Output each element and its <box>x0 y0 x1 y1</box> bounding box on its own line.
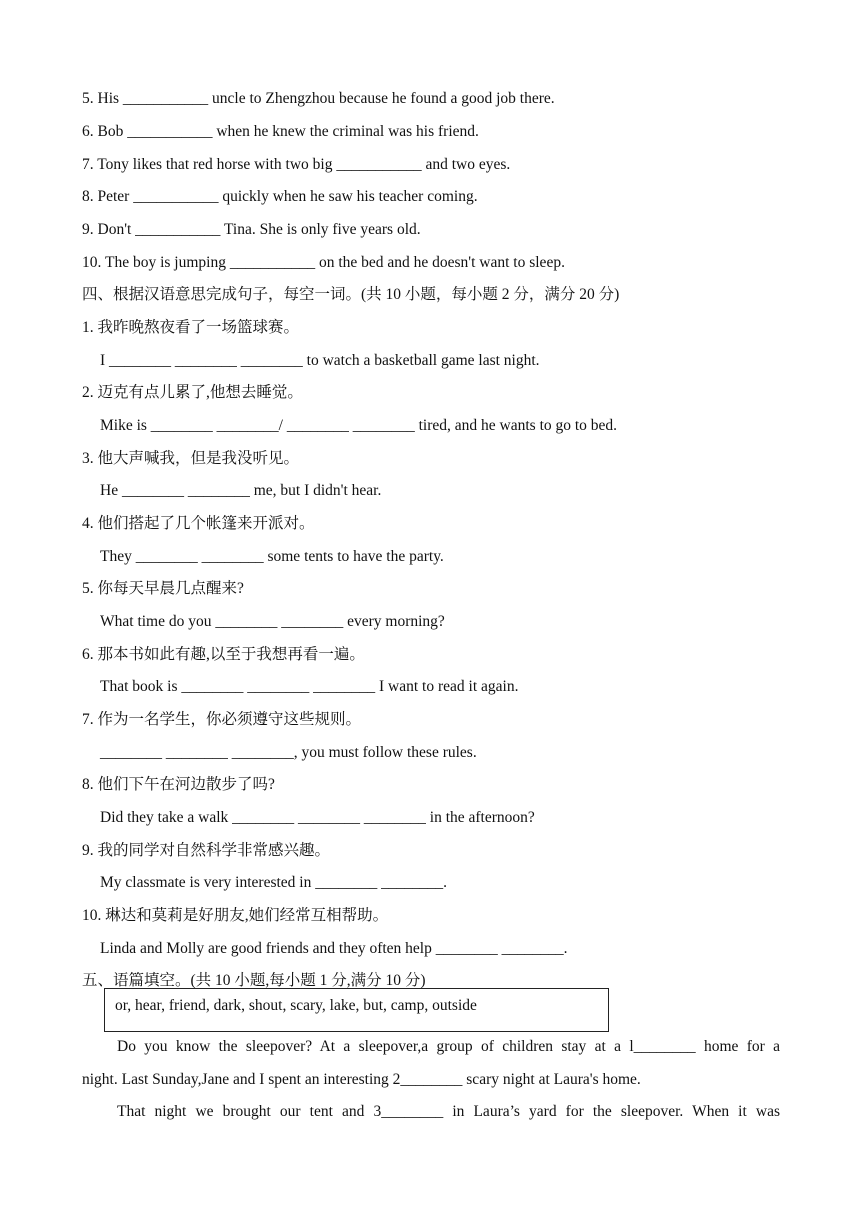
passage-paragraph-1-line-1: Do you know the sleepover? At a sleepover,a group of children stay at a l________ home for a <box>117 1038 780 1055</box>
section3-item-10: 10. The boy is jumping ___________ on the bed and he doesn't want to sleep. <box>82 254 565 271</box>
section4-item-3-cn: 3. 他大声喊我，但是我没听见。 <box>82 450 300 467</box>
section4-item-1-en: I ________ ________ ________ to watch a basketball game last night. <box>100 352 540 369</box>
word-bank-box <box>104 988 609 1032</box>
section4-item-9-cn: 9. 我的同学对自然科学非常感兴趣。 <box>82 842 331 859</box>
section4-item-5-en: What time do you ________ ________ every morning? <box>100 613 445 630</box>
section4-item-10-cn: 10. 琳达和莫莉是好朋友,她们经常互相帮助。 <box>82 907 389 924</box>
section4-item-5-cn: 5. 你每天早晨几点醒来? <box>82 580 244 597</box>
section4-heading: 四、根据汉语意思完成句子，每空一词。(共 10 小题，每小题 2 分，满分 20 分) <box>82 286 620 303</box>
section4-item-8-en: Did they take a walk ________ ________ ________ in the afternoon? <box>100 809 535 826</box>
section4-item-4-cn: 4. 他们搭起了几个帐篷来开派对。 <box>82 515 315 532</box>
section4-item-2-en: Mike is ________ ________/ ________ ________ tired, and he wants to go to bed. <box>100 417 618 434</box>
section4-item-10-en: Linda and Molly are good friends and they often help ________ ________. <box>100 940 568 957</box>
section4-item-9-en: My classmate is very interested in ________ ________. <box>100 874 447 891</box>
section3-item-6: 6. Bob ___________ when he knew the criminal was his friend. <box>82 123 479 140</box>
section4-item-3-en: He ________ ________ me, but I didn't hear. <box>100 482 382 499</box>
section3-item-7: 7. Tony likes that red horse with two big ___________ and two eyes. <box>82 156 511 173</box>
section4-item-1-cn: 1. 我昨晚熬夜看了一场篮球赛。 <box>82 319 300 336</box>
section4-item-7-cn: 7. 作为一名学生，你必须遵守这些规则。 <box>82 711 362 728</box>
section4-item-6-en: That book is ________ ________ ________ I want to read it again. <box>100 678 519 695</box>
passage-paragraph-1-line-2: night. Last Sunday,Jane and I spent an interesting 2________ scary night at Laura's home. <box>82 1071 641 1088</box>
section3-item-8: 8. Peter ___________ quickly when he saw his teacher coming. <box>82 188 478 205</box>
section4-item-4-en: They ________ ________ some tents to have the party. <box>100 548 444 565</box>
section4-item-6-cn: 6. 那本书如此有趣,以至于我想再看一遍。 <box>82 646 365 663</box>
section4-item-7-en: ________ ________ ________, you must follow these rules. <box>100 744 477 761</box>
passage-paragraph-2-line-1: That night we brought our tent and 3________ in Laura’s yard for the sleepover. When it was <box>117 1103 780 1120</box>
word-bank: or, hear, friend, dark, shout, scary, lake, but, camp, outside <box>115 997 477 1014</box>
section4-item-2-cn: 2. 迈克有点儿累了,他想去睡觉。 <box>82 384 303 401</box>
section3-item-5: 5. His ___________ uncle to Zhengzhou because he found a good job there. <box>82 90 555 107</box>
section3-item-9: 9. Don't ___________ Tina. She is only five years old. <box>82 221 421 238</box>
section5-heading: 五、语篇填空。(共 10 小题,每小题 1 分,满分 10 分) <box>82 972 426 989</box>
section4-item-8-cn: 8. 他们下午在河边散步了吗? <box>82 776 275 793</box>
